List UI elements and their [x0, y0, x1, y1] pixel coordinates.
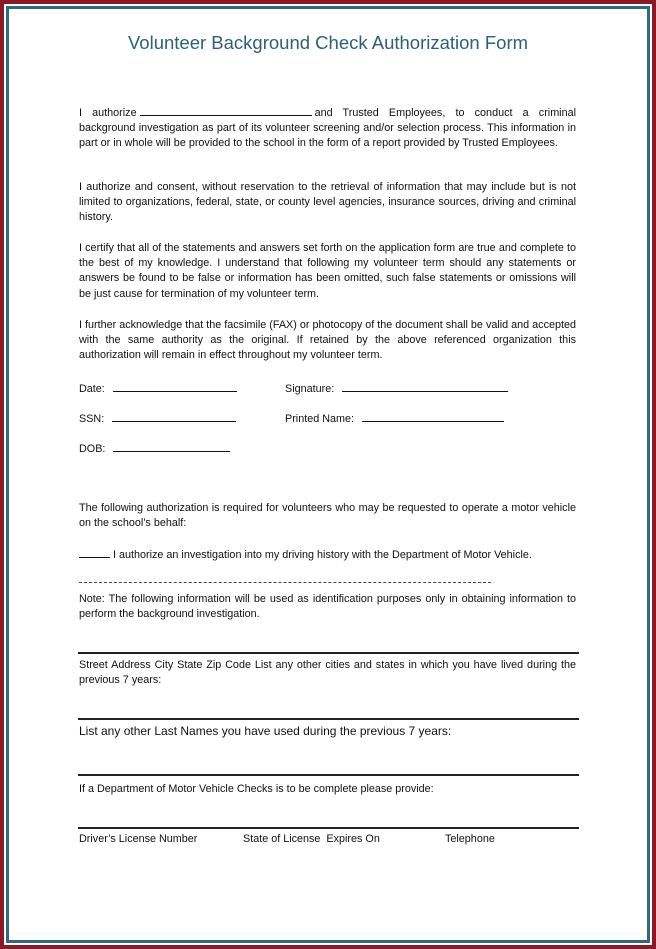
license-number-column: Driver’s License Number: [79, 833, 198, 845]
dob-field: [79, 440, 230, 455]
date-label: Date:: [79, 383, 105, 395]
ssn-label: SSN:: [79, 413, 105, 425]
authorize-rest: and Trusted Employees, to conduct a criminal background investigation as part of its volunteer screening and/or selection process. This information in part or in whole will be provided to the school in the form of a report provided by Trusted Employees.: [79, 107, 576, 150]
signature-label: Signature:: [285, 383, 335, 395]
rule-4: [78, 827, 579, 829]
telephone-column: Telephone: [445, 833, 495, 845]
dmv-label: If a Department of Motor Vehicle Checks is to be complete please provide:: [79, 783, 434, 795]
organization-blank[interactable]: [140, 104, 312, 116]
dashed-separator: [79, 582, 491, 583]
driving-authorization-line: [79, 546, 532, 561]
rule-1: [78, 652, 579, 654]
consent-paragraph: I authorize and consent, without reservation to the retrieval of information that may include but is not limited to organizations, federal, state, or county level agencies, insurance sources, driving and criminal history.: [79, 181, 576, 224]
motor-vehicle-paragraph: The following authorization is required for volunteers who may be requested to operate a motor vehicle on the school’s behalf:: [79, 502, 576, 530]
dob-label: DOB:: [79, 443, 106, 455]
acknowledge-paragraph: I further acknowledge that the facsimile (FAX) or photocopy of the document shall be valid and accepted with the same authority as the original. If retained by the above referenced organization this authorization will remain in effect throughout my volunteer term.: [79, 319, 576, 362]
date-field: [79, 380, 237, 395]
address-label: Street Address City State Zip Code List any other cities and states in which you have lived during the previous 7 years:: [79, 659, 576, 687]
dob-blank[interactable]: [113, 440, 230, 452]
authorization-paragraph: [79, 104, 576, 152]
printed-name-field: [285, 410, 504, 425]
form-title: Volunteer Background Check Authorization Form: [127, 32, 529, 53]
ssn-field: [79, 410, 236, 425]
rule-3: [78, 774, 579, 776]
signature-field: [285, 380, 508, 395]
authorize-lead: I authorize: [79, 107, 137, 119]
last-names-label: List any other Last Names you have used during the previous 7 years:: [79, 724, 452, 738]
note-paragraph: Note: The following information will be used as identification purposes only in obtaining information to perform the background investigation.: [79, 593, 576, 621]
certify-paragraph: I certify that all of the statements and answers set forth on the application form are true and complete to the best of my knowledge. I understand that following my volunteer term should any statements or answers be found to be false or information has been omitted, such false statements or omissions will be just cause for termination of my volunteer term.: [79, 242, 576, 300]
driving-authorization-text: I authorize an investigation into my driving history with the Department of Motor Vehicle.: [113, 549, 532, 561]
date-blank[interactable]: [113, 380, 237, 392]
ssn-blank[interactable]: [112, 410, 236, 422]
state-expires-column: State of License Expires On: [243, 833, 380, 845]
printed-name-label: Printed Name:: [285, 413, 355, 425]
signature-blank[interactable]: [342, 380, 508, 392]
printed-name-blank[interactable]: [362, 410, 504, 422]
rule-2: [78, 718, 579, 720]
driving-initials-blank[interactable]: [79, 546, 110, 558]
